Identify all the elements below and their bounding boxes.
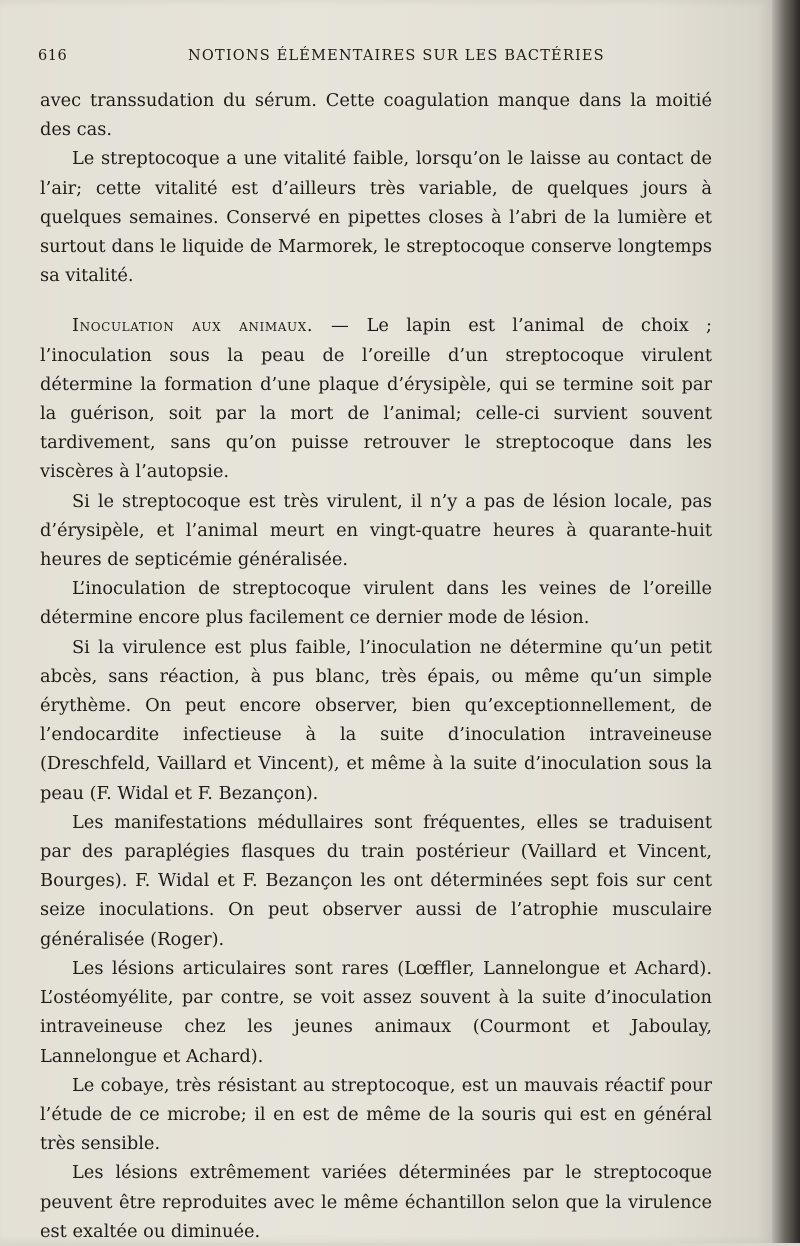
running-title: NOTIONS ÉLÉMENTAIRES SUR LES BACTÉRIES: [188, 48, 605, 64]
paragraph: Les lésions articulaires sont rares (Lœffler, Lannelongue et Achard). L’ostéomyélite, par contre, se voit assez souvent à la suite d’inoculation intraveineuse chez les jeunes animaux (Courmont et Jaboulay, Lannelongue et Achard).: [40, 957, 712, 1067]
paragraph: Les lésions extrêmement variées déterminées par le streptocoque peuvent être reproduites avec le même échantillon selon que la virulence est exaltée ou diminuée.: [40, 1162, 712, 1242]
paragraph: Les manifestations médullaires sont fréquentes, elles se traduisent par des paraplégies flasques du train postérieur (Vaillard et Vincent, Bourges). F. Widal et F. Bezançon les ont déterminées sept fois sur cent seize inoculations. On peut observer aussi de l’atrophie musculaire généralisée (Roger).: [40, 811, 712, 950]
paragraph-section-start: [40, 311, 712, 486]
section-heading: Inoculation aux animaux. —: [72, 315, 350, 337]
paragraph-text: Le lapin est l’animal de choix ; l’inoculation sous la peau de l’oreille d’un streptocoque virulent détermine la formation d’une plaque d’érysipèle, qui se termine soit par la guérison, soit par la mort de l’animal; celle-ci survient souvent tardivement, sans qu’on puisse retrouver le streptocoque dans les viscères à l’autopsie.: [40, 315, 713, 483]
paragraph: Si le streptocoque est très virulent, il n’y a pas de lésion locale, pas d’érysipèle, et l’animal meurt en vingt-quatre heures à quarante-huit heures de septicémie généralisée.: [40, 490, 712, 571]
body-text: [40, 86, 712, 1246]
page-number: 616: [38, 48, 68, 64]
paragraph: Si la virulence est plus faible, l’inoculation ne détermine qu’un petit abcès, sans réaction, à pus blanc, très épais, ou même qu’un simple érythème. On peut encore observer, bien qu’exceptionnellement, de l’endocardite infectieuse à la suite d’inoculation intraveineuse (Dreschfeld, Vaillard et Vincent), et même à la suite d’inoculation sous la peau (F. Widal et F. Bezançon).: [40, 636, 712, 804]
running-header: [38, 48, 718, 72]
paragraph: L’inoculation de streptocoque virulent dans les veines de l’oreille détermine encore plus facilement ce dernier mode de lésion.: [40, 578, 712, 629]
paragraph: avec transsudation du sérum. Cette coagulation manque dans la moitié des cas.: [40, 90, 712, 141]
paragraph: Le cobaye, très résistant au streptocoque, est un mauvais réactif pour l’étude de ce microbe; il en est de même de la souris qui est en général très sensible.: [40, 1074, 712, 1155]
book-binding-edge: [772, 0, 800, 1243]
paragraph: Le streptocoque a une vitalité faible, lorsqu’on le laisse au contact de l’air; cette vitalité est d’ailleurs très variable, de quelques jours à quelques semaines. Conservé en pipettes closes à l’abri de la lumière et surtout dans le liquide de Marmorek, le streptocoque conserve longtemps sa vitalité.: [40, 148, 712, 287]
